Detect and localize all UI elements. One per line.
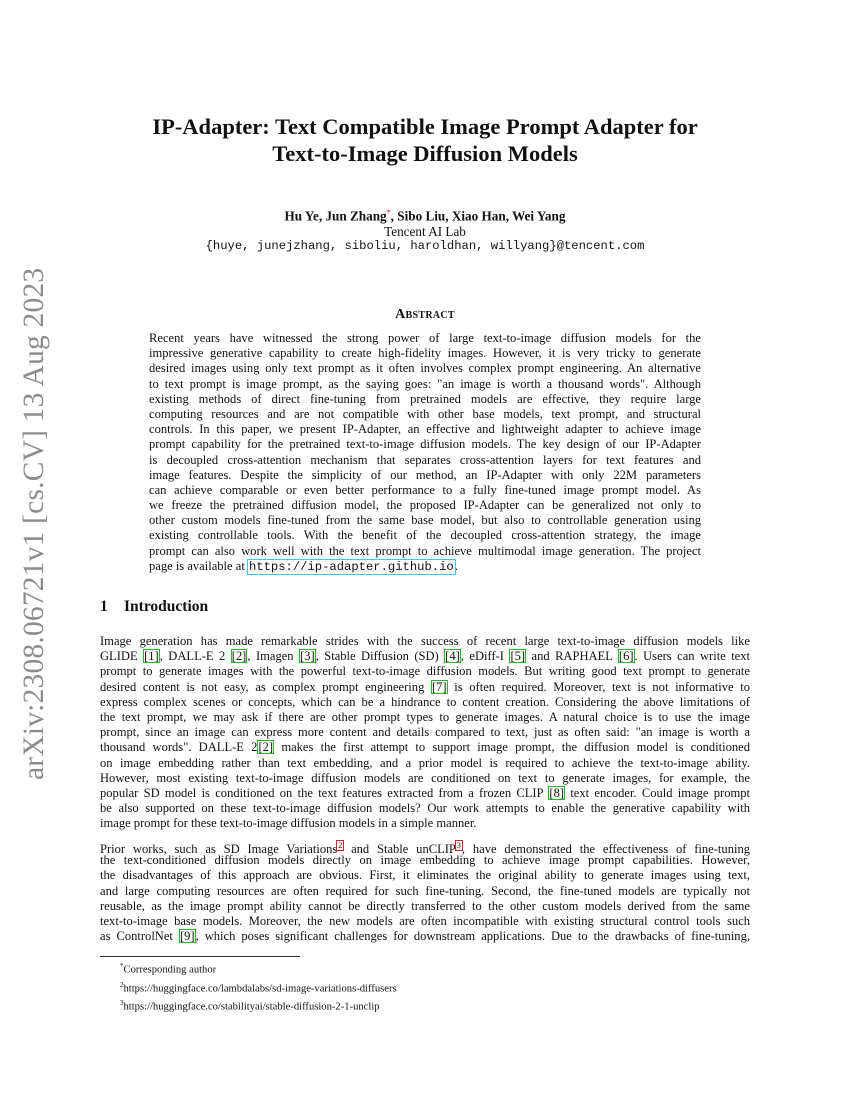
footnote-link[interactable]: 2	[338, 841, 343, 850]
author-block	[100, 205, 750, 255]
text-run: , Imagen	[247, 649, 300, 664]
section-title: Introduction	[124, 598, 209, 615]
abstract-line: existing controllable tools. With the benefit of the decoupled cross-attention strategy, the image	[149, 528, 701, 543]
paragraph-line: the disadvantages of this approach are obvious. First, it eliminates the original ability to generate images using text,	[100, 868, 750, 883]
paragraph-line	[100, 838, 750, 857]
paragraph-line	[100, 786, 750, 801]
text-run: desired content is not easy, as complex prompt engineering	[100, 679, 431, 694]
citation-link[interactable]: [8]	[549, 785, 565, 800]
abstract-line: prompt can also work well with the text prompt to achieve multimodal image generation. The project	[149, 543, 701, 558]
abstract-line: can achieve comparable or even better performance to a fully fine-tuned image prompt model. As	[149, 482, 701, 497]
citation-link[interactable]: [2]	[258, 740, 274, 755]
paragraph-line	[100, 649, 750, 664]
abstract-body	[149, 331, 701, 574]
project-url-link[interactable]: https://ip-adapter.github.io	[248, 559, 454, 574]
paragraph-line: text-to-image base models. Moreover, the new models are often incompatible with existing structural control tools such	[100, 913, 750, 928]
abstract-line: computing resources and are not compatible with other base models, text prompt, and structural	[149, 406, 701, 421]
citation-link[interactable]: [7]	[431, 679, 447, 694]
arxiv-identifier[interactable]: arXiv:2308.06721v1 [cs.CV] 13 Aug 2023	[18, 267, 50, 780]
title-line-1: IP-Adapter: Text Compatible Image Prompt Adapter for	[152, 114, 698, 139]
footnote-link[interactable]: 3	[456, 841, 461, 850]
title-line-2: Text-to-Image Diffusion Models	[272, 141, 578, 166]
citation-link[interactable]: [4]	[445, 649, 460, 664]
author-names-part-2: , Sibo Liu, Xiao Han, Wei Yang	[390, 208, 566, 224]
text-run: text encoder. Could image prompt	[565, 785, 750, 800]
text-run: . Users can write text	[634, 649, 751, 664]
citation-link[interactable]: [2]	[231, 649, 247, 664]
abstract-line: impressive generative capability to create high-fidelity images. However, it is very tricky to generate	[149, 346, 701, 361]
text-run: , which poses significant challenges for downstream applications. Due to the drawbacks of fine-tuning,	[195, 929, 750, 944]
footnote-2	[120, 978, 397, 997]
section-number: 1	[100, 598, 108, 615]
section-heading-introduction	[100, 598, 208, 616]
paragraph-line	[100, 680, 750, 695]
abstract-last-prefix: page is available at	[149, 558, 248, 573]
abstract-line: existing methods of direct fine-tuning from pretrained models are effective, they require large	[149, 391, 701, 406]
paragraph-line: However, most existing text-to-image diffusion models are conditioned on text to generate images, for example, the	[100, 770, 750, 785]
citation-link[interactable]: [1]	[144, 649, 159, 664]
text-run: , Stable Diffusion (SD)	[315, 649, 445, 664]
author-names	[100, 205, 750, 224]
paragraph-line: Image generation has made remarkable strides with the success of recent large text-to-image diffusion models like	[100, 634, 750, 648]
citation-link[interactable]: [9]	[179, 929, 195, 944]
citation-link[interactable]: [3]	[300, 649, 315, 664]
text-run: and Stable unCLIP	[343, 842, 456, 857]
footnote-text: Corresponding author	[123, 964, 217, 976]
paragraph-line: the text prompt, we may ask if there are other prompt types to generate images. A natural choice is to use the image	[100, 709, 750, 724]
footnotes	[120, 959, 397, 1015]
paragraph-line	[100, 929, 750, 944]
footnote-mark: 2	[120, 980, 124, 989]
abstract-line: we freeze the pretrained diffusion model, the proposed IP-Adapter can be generalized not only to	[149, 498, 701, 513]
text-run: and RAPHAEL	[526, 649, 618, 664]
footnote-mark: *	[120, 962, 124, 970]
paragraph-line: be also supported on these text-to-image diffusion models? Our work attempts to enable the generative capability with	[100, 801, 750, 816]
abstract-line: prompt capability for the pretrained text-to-image diffusion models. The key design of our IP-Adapter	[149, 437, 701, 452]
abstract-line: is decoupled cross-attention mechanism that separates cross-attention layers for text features and	[149, 452, 701, 467]
abstract-line: controls. In this paper, we present IP-Adapter, an effective and lightweight adapter to achieve image	[149, 422, 701, 437]
paragraph-line: image prompt for these text-to-image diffusion models in a simple manner.	[100, 816, 477, 831]
abstract-line: to text prompt is image prompt, as the saying goes: "an image is worth a thousand words". Although	[149, 376, 701, 391]
author-names-part-1: Hu Ye, Jun Zhang	[284, 208, 387, 224]
abstract-heading: Abstract	[395, 307, 455, 322]
text-run: , DALL-E 2	[159, 649, 231, 664]
footnote-mark: 3	[120, 999, 124, 1008]
paragraph-line	[100, 740, 750, 755]
paragraph-line: reusable, as the image prompt ability cannot be directly transferred to the other custom models derived from the same	[100, 898, 750, 913]
paragraph-line: the text-conditioned diffusion models directly on image embedding to achieve image prompt capabilities. However,	[100, 853, 750, 868]
footnote-url[interactable]: https://huggingface.co/stabilityai/stable-diffusion-2-1-unclip	[123, 1001, 380, 1013]
text-run: as ControlNet	[100, 929, 179, 944]
text-run: popular SD model is conditioned on the text features extracted from a frozen CLIP	[100, 785, 549, 800]
text-run: Prior works, such as SD Image Variations	[100, 842, 338, 857]
abstract-line: Recent years have witnessed the strong power of large text-to-image diffusion models for the	[149, 331, 701, 345]
abstract-line: image features. Despite the simplicity of our method, an IP-Adapter with only 22M parameters	[149, 467, 701, 482]
intro-paragraph-2	[100, 838, 750, 944]
paper-title	[100, 113, 750, 167]
footnote-corresponding	[120, 959, 397, 978]
footnote-3	[120, 996, 397, 1015]
intro-paragraph-1	[100, 634, 750, 831]
paragraph-line: on image embedding rather than text embedding, and a prior model is required to achieve the text-to-image ability.	[100, 755, 750, 770]
text-run: makes the first attempt to support image prompt, the diffusion model is conditioned	[274, 740, 750, 755]
paragraph-line: prompt to generate images with the powerful text-to-image diffusion models. But writing good text prompt to generate	[100, 664, 750, 679]
text-run: , eDiff-I	[460, 649, 510, 664]
abstract-line: desired images using only text prompt as it often involves complex prompt engineering. An alternative	[149, 361, 701, 376]
text-run: is often required. Moreover, text is not informative to	[447, 679, 750, 694]
affiliation: Tencent AI Lab	[384, 223, 466, 239]
abstract-last-suffix: .	[454, 558, 458, 573]
footnote-url[interactable]: https://huggingface.co/lambdalabs/sd-image-variations-diffusers	[123, 983, 397, 995]
text-run: thousand words". DALL-E 2	[100, 740, 258, 755]
paragraph-line: and large computing resources are often required for such fine-tuning. Second, the fine-tuned models are typically not	[100, 883, 750, 898]
abstract-last-line	[149, 559, 701, 574]
footnote-divider	[100, 956, 300, 957]
paragraph-line: prompt, since an image can express more content and details compared to text, just as often said: "an image is worth a	[100, 725, 750, 740]
author-emails: {huye, junejzhang, siboliu, haroldhan, willyang}@tencent.com	[205, 239, 645, 254]
abstract-line: other custom models fine-tuned from the same base model, but also to controllable generation using	[149, 513, 701, 528]
text-run: , have demonstrated the effectiveness of fine-tuning	[461, 842, 750, 857]
corresponding-author-mark[interactable]: *	[386, 208, 391, 217]
text-run: GLIDE	[100, 649, 144, 664]
citation-link[interactable]: [5]	[510, 649, 526, 664]
citation-link[interactable]: [6]	[618, 649, 634, 664]
paragraph-line: express complex scenes or concepts, which can be a hindrance to content creation. Considering the above limitations of	[100, 694, 750, 709]
